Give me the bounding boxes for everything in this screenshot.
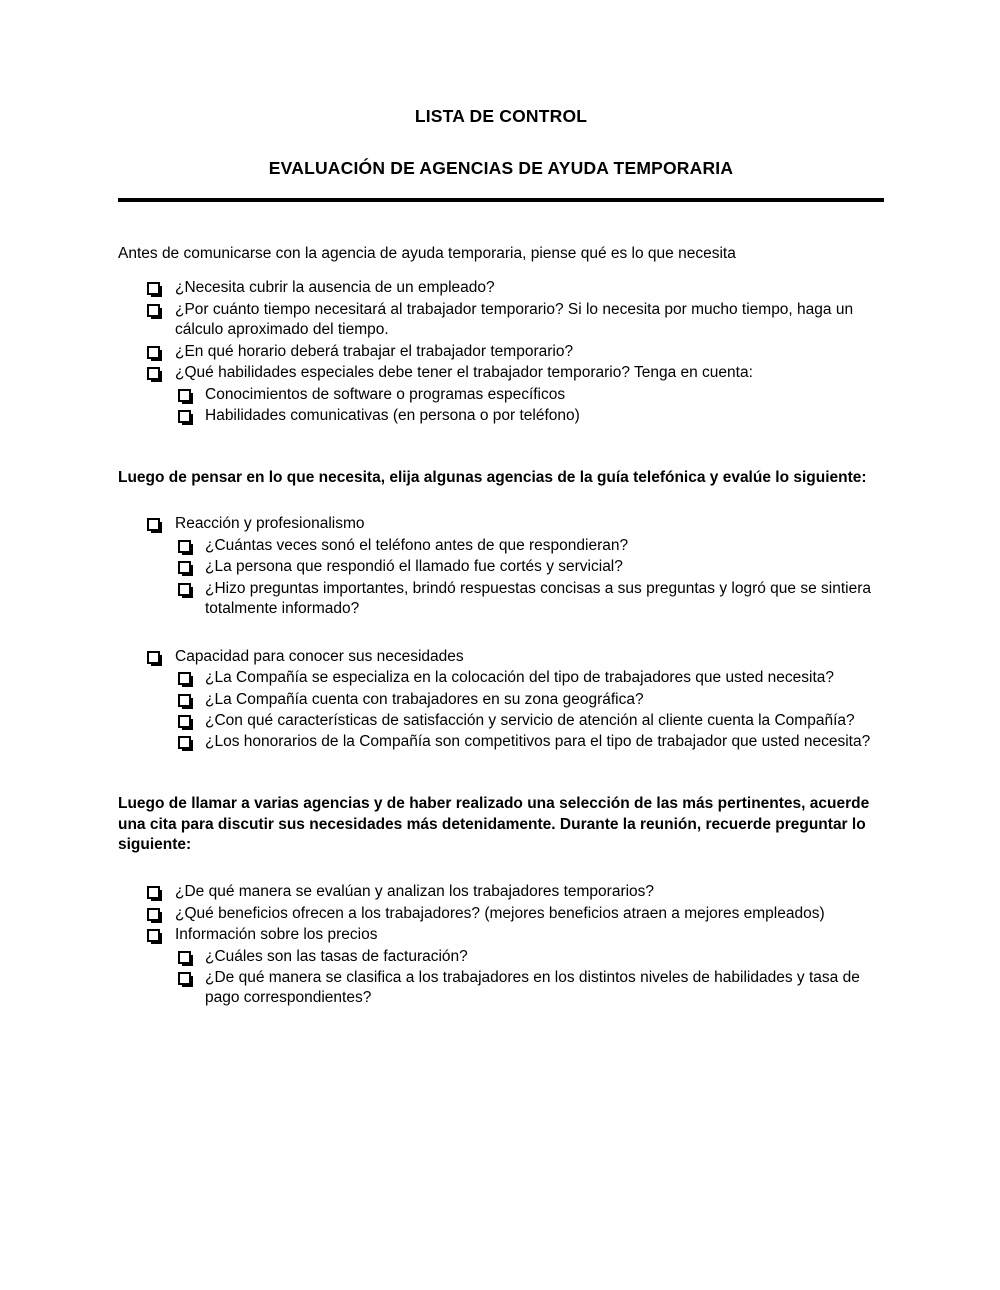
list-item[interactable]: [118, 385, 884, 405]
list-item[interactable]: [118, 711, 884, 731]
list-item-label: ¿Cuáles son las tasas de facturación?: [205, 947, 468, 965]
list-item[interactable]: [118, 647, 884, 667]
list-item[interactable]: [118, 342, 884, 362]
header-divider: [118, 198, 884, 202]
section-1-lead: Antes de comunicarse con la agencia de ayuda temporaria, piense qué es lo que necesita: [118, 245, 736, 262]
title-block: [118, 108, 884, 177]
list-item-label: ¿Hizo preguntas importantes, brindó respuestas concisas a sus preguntas y logró que se sintiera totalmente informado?: [205, 579, 871, 618]
list-item-label: ¿Qué beneficios ofrecen a los trabajadores? (mejores beneficios atraen a mejores empleados): [175, 904, 825, 922]
section-1-checklist: [118, 278, 884, 426]
list-item-label: ¿La Compañía se especializa en la colocación del tipo de trabajadores que usted necesita?: [205, 669, 835, 687]
empty-checkbox-shadow-icon[interactable]: [178, 715, 191, 728]
list-item-label: ¿La Compañía cuenta con trabajadores en su zona geográfica?: [205, 690, 644, 708]
list-item[interactable]: [118, 968, 884, 1009]
list-item[interactable]: [118, 278, 884, 298]
list-item-label: ¿En qué horario deberá trabajar el trabajador temporario?: [175, 342, 574, 360]
list-item-label: ¿Cuántas veces sonó el teléfono antes de que respondieran?: [205, 536, 629, 554]
empty-checkbox-shadow-icon[interactable]: [178, 561, 191, 574]
spacer: [118, 856, 884, 882]
list-item-label: ¿De qué manera se clasifica a los trabajadores en los distintos niveles de habilidades y tasa de pago correspondientes?: [205, 969, 860, 1007]
list-item[interactable]: [118, 579, 884, 620]
empty-checkbox-shadow-icon[interactable]: [147, 886, 160, 899]
list-item[interactable]: [118, 947, 884, 967]
empty-checkbox-shadow-icon[interactable]: [178, 736, 191, 749]
spacer: [118, 488, 884, 514]
list-item[interactable]: [118, 690, 884, 710]
list-item-label: ¿Por cuánto tiempo necesitará al trabajador temporario? Si lo necesita por mucho tiempo, haga un cálculo aproximado del tiempo.: [175, 300, 854, 339]
empty-checkbox-shadow-icon[interactable]: [147, 929, 160, 942]
list-item[interactable]: [118, 732, 884, 752]
list-item[interactable]: [118, 514, 884, 534]
section-2-group-2-checklist: [118, 647, 884, 753]
list-item[interactable]: [118, 925, 884, 945]
list-item-label: ¿Necesita cubrir la ausencia de un empleado?: [175, 279, 495, 297]
list-item[interactable]: [118, 882, 884, 902]
list-item[interactable]: [118, 363, 884, 383]
list-item[interactable]: [118, 668, 884, 688]
section-3-lead: Luego de llamar a varias agencias y de haber realizado una selección de las más pertinentes, acuerde una cita para discutir sus necesidades más detenidamente. Durante la reunión, recuerde preguntar lo siguiente:: [118, 794, 870, 854]
empty-checkbox-shadow-icon[interactable]: [147, 304, 160, 317]
list-item-label: Conocimientos de software o programas específicos: [205, 385, 566, 403]
spacer: [118, 264, 884, 278]
list-item-label: ¿Los honorarios de la Compañía son competitivos para el tipo de trabajador que usted necesita?: [205, 733, 871, 751]
empty-checkbox-shadow-icon[interactable]: [178, 410, 191, 423]
empty-checkbox-shadow-icon[interactable]: [147, 651, 160, 664]
list-item-label: Información sobre los precios: [175, 926, 378, 944]
list-item[interactable]: [118, 406, 884, 426]
section-2-lead: Luego de pensar en lo que necesita, elija algunas agencias de la guía telefónica y evalúe lo siguiente:: [118, 468, 867, 486]
section-2-group-1-checklist: [118, 514, 884, 619]
empty-checkbox-shadow-icon[interactable]: [178, 951, 191, 964]
list-item[interactable]: [118, 300, 884, 341]
list-item-label: ¿Qué habilidades especiales debe tener el trabajador temporario? Tenga en cuenta:: [175, 364, 753, 382]
page-title: LISTA DE CONTROL: [414, 106, 588, 126]
empty-checkbox-shadow-icon[interactable]: [178, 694, 191, 707]
list-item-label: Capacidad para conocer sus necesidades: [175, 647, 464, 665]
empty-checkbox-shadow-icon[interactable]: [178, 540, 191, 553]
list-item[interactable]: [118, 904, 884, 924]
empty-checkbox-shadow-icon[interactable]: [147, 367, 160, 380]
empty-checkbox-shadow-icon[interactable]: [178, 583, 191, 596]
spacer: [118, 621, 884, 647]
empty-checkbox-shadow-icon[interactable]: [147, 282, 160, 295]
section-3-checklist: [118, 882, 884, 1009]
empty-checkbox-shadow-icon[interactable]: [147, 518, 160, 531]
list-item-label: ¿Con qué características de satisfacción y servicio de atención al cliente cuenta la Compañía?: [205, 712, 855, 730]
page-subtitle: EVALUACIÓN DE AGENCIAS DE AYUDA TEMPORARIA: [268, 157, 734, 178]
empty-checkbox-shadow-icon[interactable]: [147, 908, 160, 921]
empty-checkbox-shadow-icon[interactable]: [178, 672, 191, 685]
spacer: [118, 428, 884, 468]
list-item-label: ¿De qué manera se evalúan y analizan los trabajadores temporarios?: [175, 883, 655, 901]
list-item-label: Habilidades comunicativas (en persona o por teléfono): [205, 407, 580, 425]
list-item[interactable]: [118, 557, 884, 577]
list-item[interactable]: [118, 536, 884, 556]
empty-checkbox-shadow-icon[interactable]: [147, 346, 160, 359]
empty-checkbox-shadow-icon[interactable]: [178, 389, 191, 402]
spacer: [118, 754, 884, 794]
empty-checkbox-shadow-icon[interactable]: [178, 972, 191, 985]
list-item-label: Reacción y profesionalismo: [175, 515, 365, 533]
list-item-label: ¿La persona que respondió el llamado fue cortés y servicial?: [205, 558, 623, 576]
